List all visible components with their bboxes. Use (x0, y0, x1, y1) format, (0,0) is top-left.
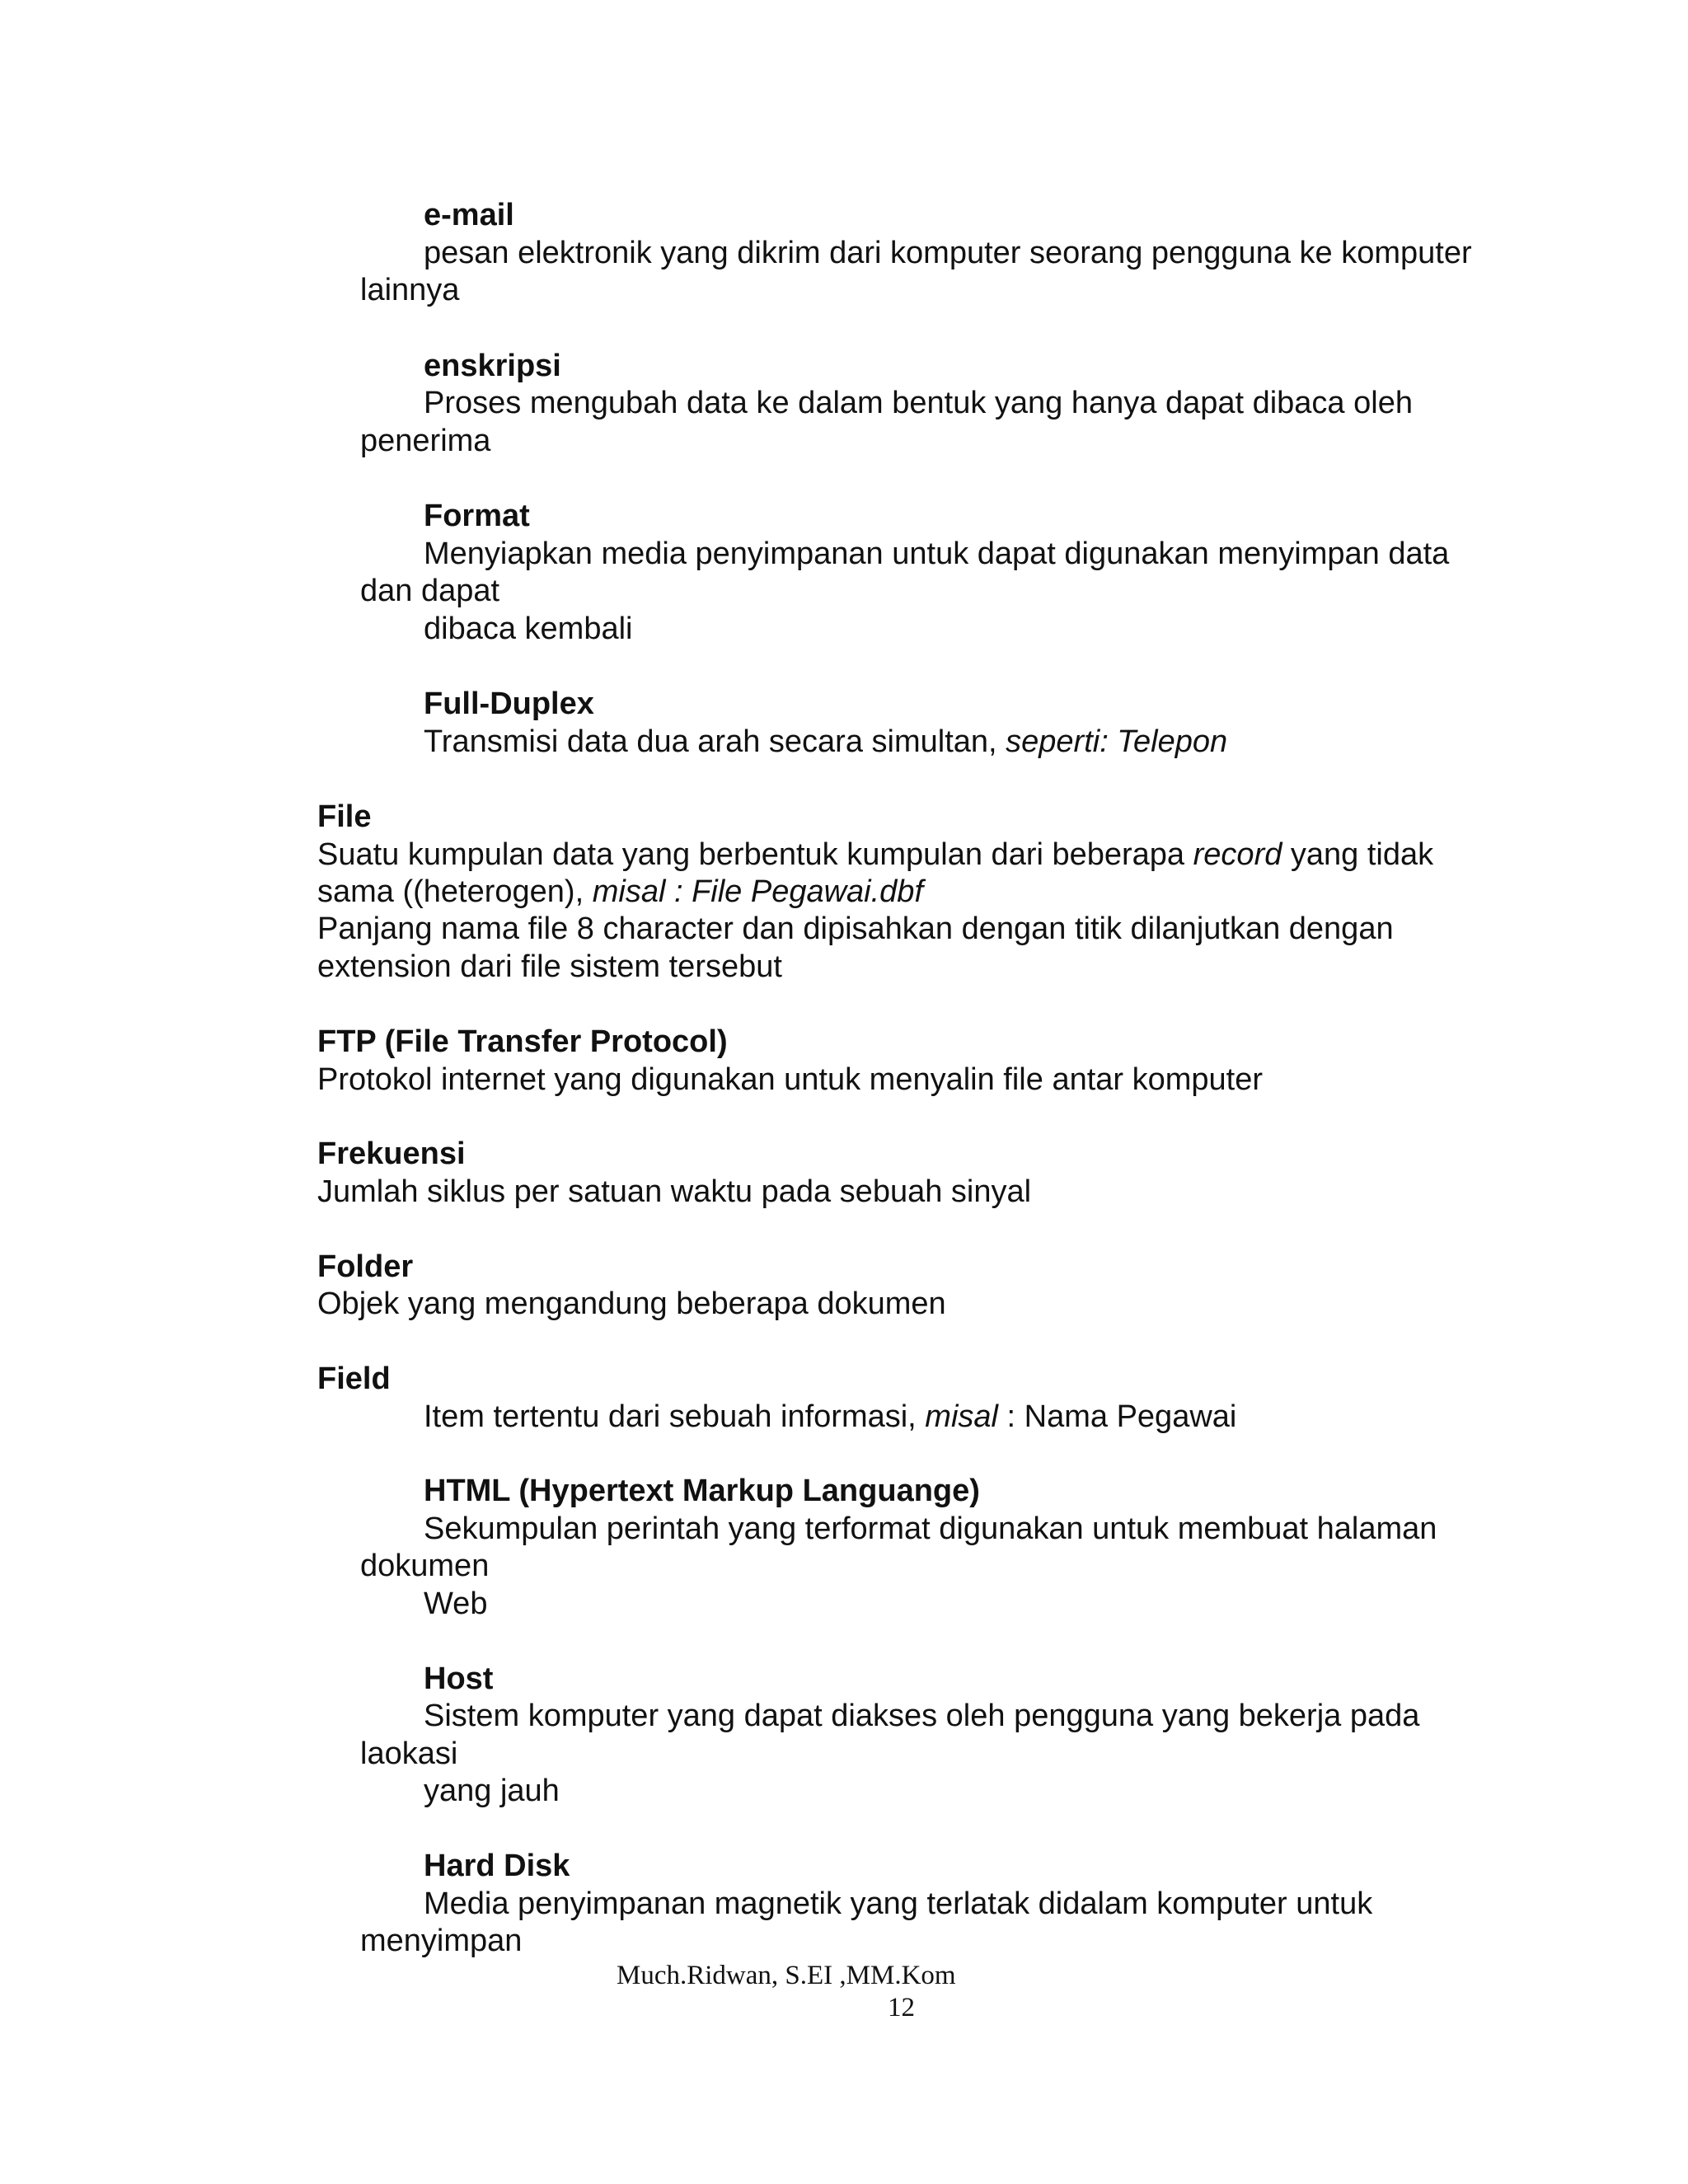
definition-line: Protokol internet yang digunakan untuk menyalin file antar komputer (317, 1062, 1264, 1097)
term-format: Format (424, 499, 530, 533)
term-folder: Folder (317, 1249, 414, 1284)
term-hard-disk: Hard Disk (424, 1849, 570, 1883)
definition-line: yang jauh (424, 1774, 560, 1808)
term-enskripsi: enskripsi (424, 349, 561, 383)
definition-line: Menyiapkan media penyimpanan untuk dapat digunakan menyimpan data (424, 537, 1450, 571)
definition-line: dibaca kembali (424, 612, 633, 646)
term-ftp: FTP (File Transfer Protocol) (317, 1024, 728, 1059)
definition-line: pesan elektronik yang dikrim dari komputer seorang pengguna ke komputer (424, 236, 1472, 270)
definition-line: Panjang nama file 8 character dan dipisahkan dengan titik dilanjutkan dengan (317, 912, 1394, 946)
page-number: 12 (888, 1993, 915, 2022)
term-frekuensi: Frekuensi (317, 1137, 466, 1171)
term-field: Field (317, 1361, 391, 1396)
term-host: Host (424, 1661, 494, 1696)
definition-line: Objek yang mengandung beberapa dokumen (317, 1286, 946, 1321)
definition-line: laokasi (360, 1736, 458, 1771)
definition-line: Web (424, 1586, 488, 1621)
footer-author: Much.Ridwan, S.EI ,MM.Kom (617, 1961, 956, 1990)
term-email: e-mail (424, 198, 514, 232)
definition-line: dan dapat (360, 574, 500, 608)
definition-line: extension dari file sistem tersebut (317, 949, 782, 984)
definition-line: menyimpan (360, 1924, 523, 1958)
definition-line: lainnya (360, 273, 460, 307)
definition-line: Transmisi data dua arah secara simultan, seperti: Telepon (424, 724, 1228, 759)
term-full-duplex: Full-Duplex (424, 687, 594, 721)
definition-line: Proses mengubah data ke dalam bentuk yang hanya dapat dibaca oleh (424, 386, 1413, 420)
definition-line: Suatu kumpulan data yang berbentuk kumpulan dari beberapa record yang tidak (317, 837, 1434, 872)
definition-line: Jumlah siklus per satuan waktu pada sebuah sinyal (317, 1174, 1032, 1209)
definition-line: Media penyimpanan magnetik yang terlatak didalam komputer untuk (424, 1886, 1373, 1921)
definition-line: Item tertentu dari sebuah informasi, misal : Nama Pegawai (424, 1399, 1237, 1434)
definition-line: Sekumpulan perintah yang terformat digunakan untuk membuat halaman (424, 1511, 1437, 1546)
definition-line: Sistem komputer yang dapat diakses oleh pengguna yang bekerja pada (424, 1699, 1420, 1733)
term-file: File (317, 799, 372, 834)
definition-line: dokumen (360, 1549, 490, 1583)
term-html: HTML (Hypertext Markup Languange) (424, 1474, 980, 1508)
definition-line: sama ((heterogen), misal : File Pegawai.dbf (317, 874, 924, 909)
definition-line: penerima (360, 424, 491, 458)
